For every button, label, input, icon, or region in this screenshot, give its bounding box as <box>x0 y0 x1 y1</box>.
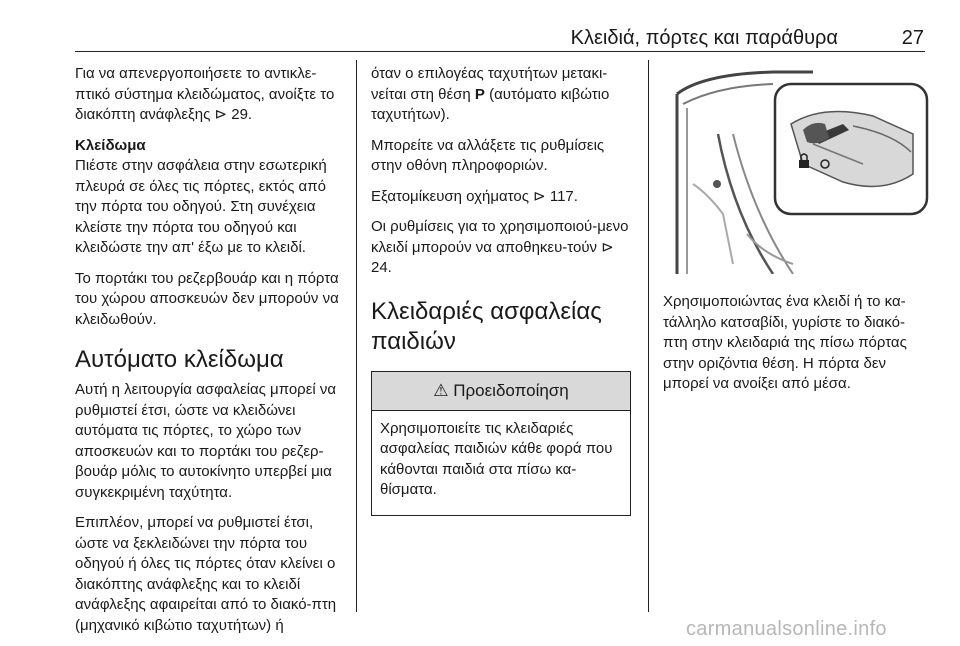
column-3 <box>663 292 925 405</box>
info-display-paragraph: Μπορείτε να αλλάξετε τις ρυθμίσεις στην οθόνη πληροφοριών. <box>371 136 605 174</box>
door-lock-illustration-icon <box>663 64 931 274</box>
continuation-paragraph <box>371 64 633 126</box>
auto-lock-paragraph-2: Επιπλέον, μπορεί να ρυθμιστεί έτσι, ώστε να ξεκλειδώνει την πόρτα του οδηγού ή όλες τις πόρτες όταν κλείνει ο διακόπτης ανάφλεξης και το κλειδί ανάφλεξης αφαιρείται από το διακό-πτη (μηχανικό κιβώτιο ταχυτήτων) ή <box>75 514 337 634</box>
lock-paragraph: Πιέστε στην ασφάλεια στην εσωτερική πλευρά σε όλες τις πόρτες, εκτός από την πόρτα του οδηγού. Στη συνέχεια κλείστε την πόρτα του οδηγού και κλειδώστε την απ' έξω με το κλειδί. <box>75 157 327 256</box>
page-number: 27 <box>901 27 924 49</box>
warning-title: Προειδοποίηση <box>453 380 569 400</box>
watermark: carmanualsonline.info <box>686 618 887 640</box>
figure-caption: Χρησιμοποιώντας ένα κλειδί ή το κα-τάλληλο κατσαβίδι, γυρίστε το διακό-πτη στην κλειδαριά της πίσω πόρτας στην οριζόντια θέση. Η πόρτα δεν μπορεί να ανοίξει από μέσα. <box>663 293 907 392</box>
lock-heading: Κλείδωμα <box>75 136 146 154</box>
personalization-paragraph: Εξατομίκευση οχήματος ⊳ 117. <box>371 187 578 205</box>
continuation-text-a: όταν ο επιλογέας ταχυτήτων μετακι-νείται στη θέση <box>371 65 608 103</box>
page-header <box>0 0 960 52</box>
warning-icon: ⚠ <box>433 380 449 400</box>
warning-text: Χρησιμοποιείτε τις κλειδαριές ασφαλείας παιδιών κάθε φορά που κάθονται παιδιά στα πίσω κα-θίσματα. <box>380 419 613 498</box>
gear-position-p: P <box>474 85 485 103</box>
column-divider-2 <box>648 60 649 612</box>
auto-lock-heading: Αυτόματο κλείδωμα <box>75 346 284 373</box>
column-2 <box>371 64 633 516</box>
page-title: Κλειδιά, πόρτες και παράθυρα <box>570 27 838 49</box>
child-locks-heading: Κλειδαριές ασφαλείας παιδιών <box>371 297 602 355</box>
continuation-text-b: (αυτόματο κιβώτιο ταχυτήτων). <box>371 85 610 123</box>
auto-lock-paragraph-1: Αυτή η λειτουργία ασφαλείας μπορεί να ρυθμιστεί έτσι, ώστε να κλειδώνει αυτόματα τις πόρτες, το χώρο των αποσκευών και το πορτάκι του ρεζερ-βουάρ μόλις το αυτοκίνητο υπερβεί μια συγκεκριμένη ταχύτητα. <box>75 381 337 501</box>
column-divider-1 <box>356 60 357 612</box>
column-1 <box>75 64 345 646</box>
tailgate-paragraph: Το πορτάκι του ρεζερβουάρ και η πόρτα του χώρου αποσκευών δεν μπορούν να κλειδωθούν. <box>75 269 339 328</box>
intro-paragraph: Για να απενεργοποιήσετε το αντικλε-πτικό σύστημα κλειδώματος, ανοίξτε το διακόπτη ανάφλεξης ⊳ 29. <box>75 65 335 123</box>
header-rule <box>75 51 925 52</box>
warning-header <box>372 372 630 411</box>
warning-box <box>371 371 631 516</box>
door-lock-figure <box>663 64 931 274</box>
key-settings-paragraph: Οι ρυθμίσεις για το χρησιμοποιού-μενο κλειδί μπορούν να αποθηκευ-τούν ⊳ 24. <box>371 218 629 276</box>
